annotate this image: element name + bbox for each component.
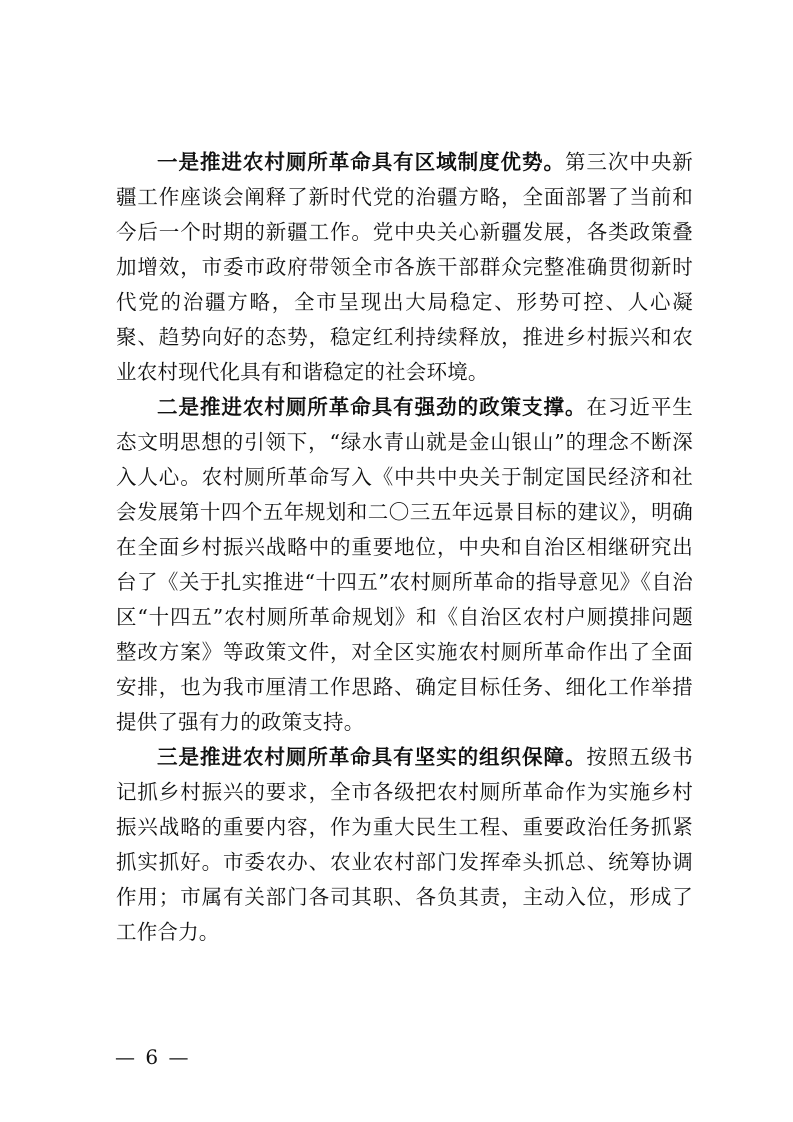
document-body (116, 145, 693, 950)
paragraph-lead: 二是推进农村厕所革命具有强劲的政策支撑。 (157, 395, 587, 419)
page-number: — 6 — (115, 1045, 191, 1069)
paragraph-text: 在习近平生态文明思想的引领下，“绿水青山就是金山银山”的理念不断深入人心。农村厕所革命写入《中共中央关于制定国民经济和社会发展第十四个五年规划和二〇三五年远景目标的建议》，明确在全面乡村振兴战略中的重要地位，中央和自治区相继研究出台了《关于扎实推进“十四五”农村厕所革命的指导意见》《自治区“十四五”农村厕所革命规划》和《自治区农村户厕摸排问题整改方案》等政策文件，对全区实施农村厕所革命作出了全面安排，也为我市厘清工作思路、确定目标任务、细化工作举措提供了强有力的政策支持。 (116, 395, 694, 734)
paragraph-text: 第三次中央新疆工作座谈会阐释了新时代党的治疆方略，全面部署了当前和今后一个时期的新疆工作。党中央关心新疆发展，各类政策叠加增效，市委市政府带领全市各族干部群众完整准确贯彻新时代党的治疆方略，全市呈现出大局稳定、形势可控、人心凝聚、趋势向好的态势，稳定红利持续释放，推进乡村振兴和农业农村现代化具有和谐稳定的社会环境。 (116, 150, 693, 384)
paragraph-lead: 一是推进农村厕所革命具有区域制度优势。 (157, 150, 565, 174)
paragraph-lead: 三是推进农村厕所革命具有坚实的组织保障。 (157, 745, 587, 769)
paragraph-text: 按照五级书记抓乡村振兴的要求，全市各级把农村厕所革命作为实施乡村振兴战略的重要内容，作为重大民生工程、重要政治任务抓紧抓实抓好。市委农办、农业农村部门发挥牵头抓总、统筹协调作用；市属有关部门各司其职、各负其责，主动入位，形成了工作合力。 (116, 745, 694, 944)
paragraph-organizational-guarantee (116, 740, 693, 950)
paragraph-policy-support (116, 390, 693, 740)
paragraph-regional-advantage (116, 145, 693, 390)
